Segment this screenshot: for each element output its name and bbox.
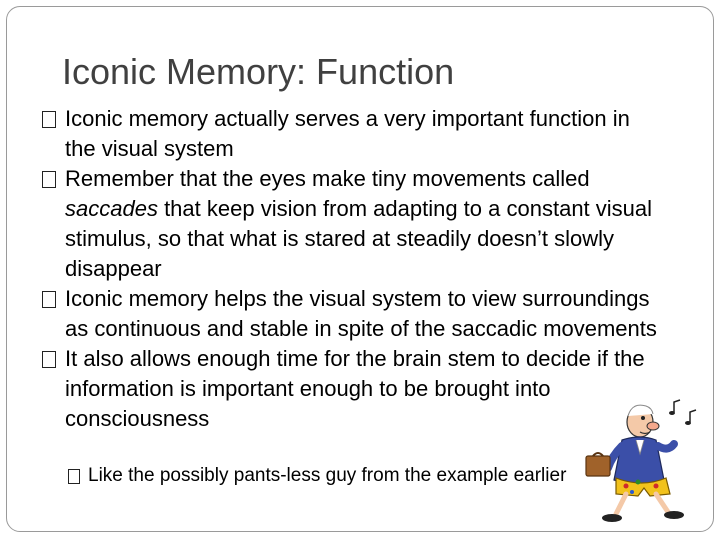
sub-bullet-text: Like the possibly pants-less guy from the example earlier [88, 465, 567, 486]
bullet-text: Iconic memory actually serves a very important function in the visual system [65, 106, 630, 161]
sub-bullet-list [68, 463, 588, 489]
bullet-text-start: Remember that the eyes make tiny movements called [65, 166, 590, 191]
bullet-list [40, 104, 660, 434]
bullet-emphasis: saccades [65, 196, 158, 221]
bullet-text-end: that keep vision from adapting to a constant visual stimulus, so that what is stared at steadily doesn’t slowly disappear [65, 196, 653, 281]
walking-man-cartoon-icon [582, 394, 712, 526]
bullet-text: It also allows enough time for the brain stem to decide if the information is important enough to be brought into consciousness [65, 346, 645, 431]
square-bullet-icon [42, 111, 56, 128]
bullet-item [40, 284, 660, 344]
bullet-item [40, 104, 660, 164]
bullet-item [40, 164, 660, 284]
square-bullet-icon [42, 171, 56, 188]
sub-bullet-item [68, 463, 588, 489]
bullet-item [40, 344, 660, 434]
square-bullet-icon [68, 469, 80, 484]
square-bullet-icon [42, 291, 56, 308]
bullet-text: Iconic memory helps the visual system to view surroundings as continuous and stable in spite of the saccadic movements [65, 286, 657, 341]
square-bullet-icon [42, 351, 56, 368]
slide-title: Iconic Memory: Function [62, 51, 455, 92]
